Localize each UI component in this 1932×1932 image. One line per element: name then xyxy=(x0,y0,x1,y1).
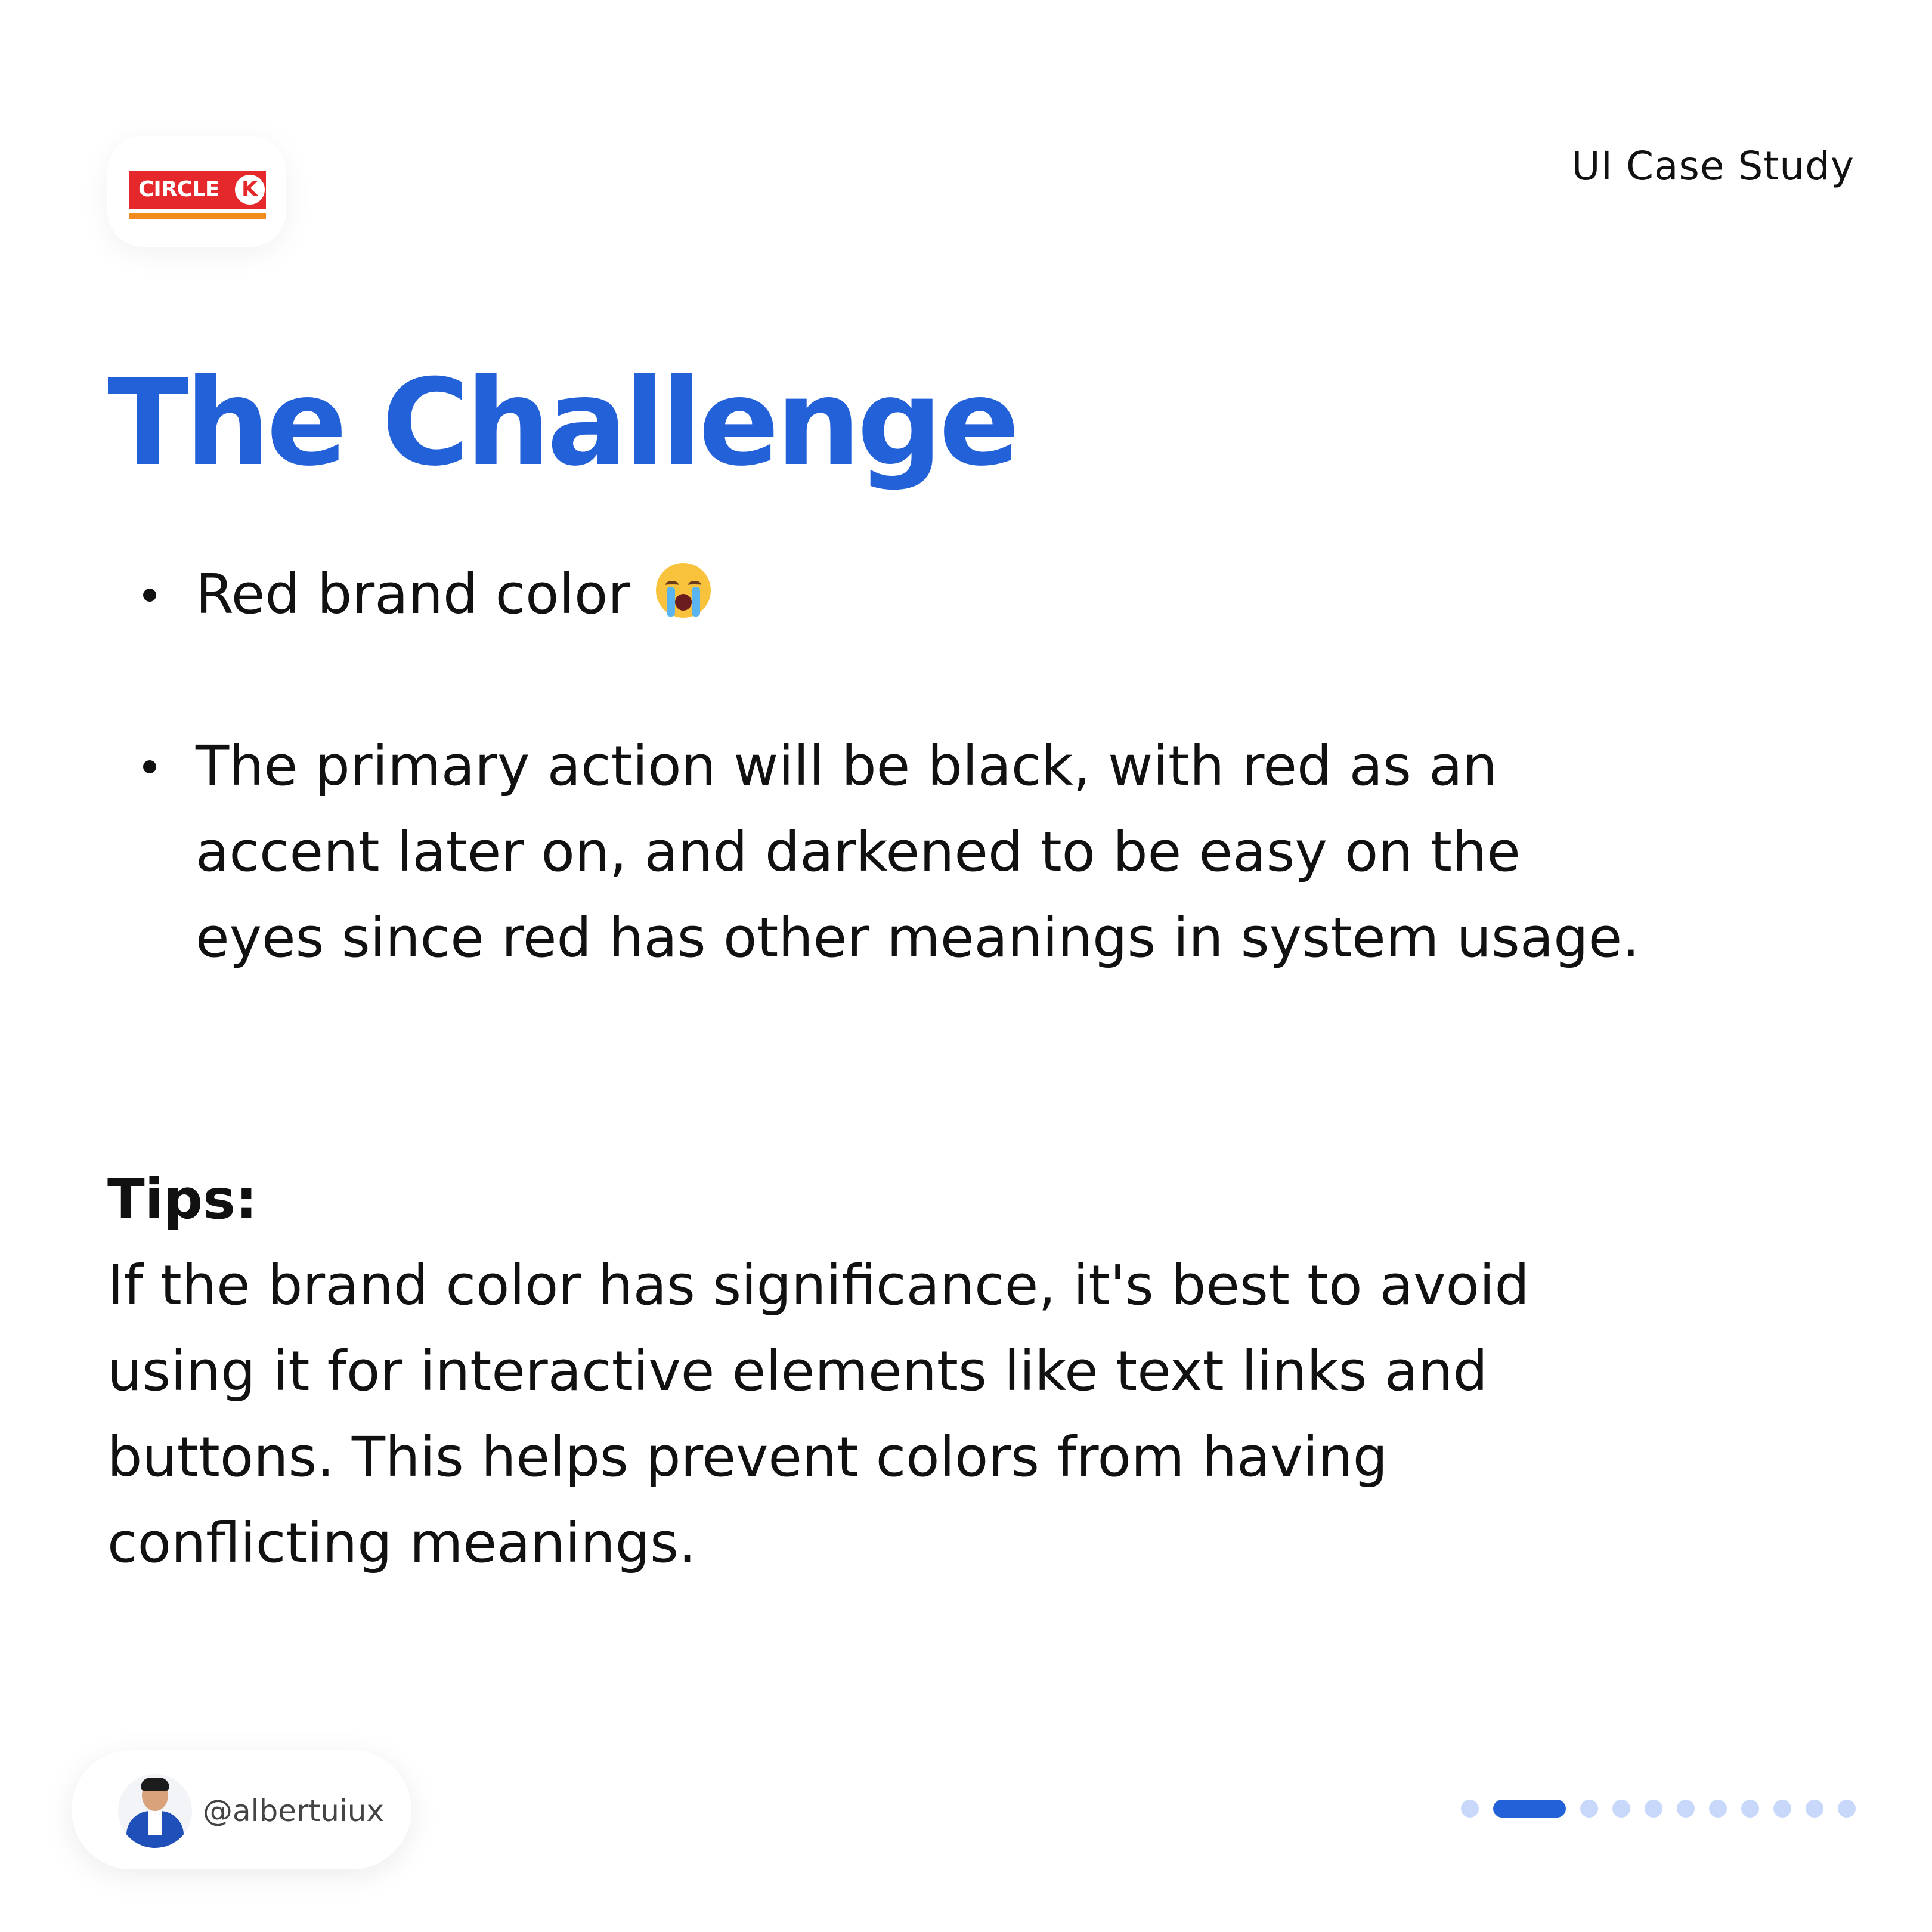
page-title: The Challenge xyxy=(107,354,1017,493)
loudly-crying-face-icon xyxy=(656,563,711,618)
page-dot xyxy=(1612,1800,1630,1818)
logo-text: CIRCLE xyxy=(138,177,219,202)
page-dot xyxy=(1741,1800,1759,1818)
challenge-list xyxy=(136,552,1662,981)
logo-red-band xyxy=(129,171,266,209)
bullet-text: Red brand color xyxy=(196,562,631,626)
page-dot xyxy=(1806,1800,1823,1818)
bullet-icon xyxy=(143,760,156,773)
list-item xyxy=(136,723,1662,981)
logo-orange-stripe xyxy=(129,213,266,219)
list-item xyxy=(136,552,1662,637)
page-dot xyxy=(1677,1800,1695,1818)
header-tag: UI Case Study xyxy=(1571,143,1854,189)
page-dot-active xyxy=(1493,1800,1566,1818)
author-card[interactable] xyxy=(72,1750,411,1869)
page-dot xyxy=(1838,1800,1856,1818)
page-dot xyxy=(1773,1800,1791,1818)
bullet-icon xyxy=(143,589,156,602)
author-handle: @albertuiux xyxy=(203,1794,385,1828)
tips-heading: Tips: xyxy=(107,1168,258,1231)
page-dot xyxy=(1580,1800,1598,1818)
brand-logo-card xyxy=(107,136,286,247)
page-dot xyxy=(1645,1800,1662,1818)
avatar xyxy=(118,1774,192,1848)
bullet-text: The primary action will be black, with red as an accent later on, and darkened to be easy on the eyes since red has other meanings in system usage. xyxy=(196,734,1640,970)
logo-k-circle: K xyxy=(235,175,265,205)
tips-body: If the brand color has significance, it's best to avoid using it for interactive elements like text links and buttons. This helps prevent colors from having conflicting meanings. xyxy=(107,1253,1530,1575)
page-dot xyxy=(1709,1800,1727,1818)
page-dot xyxy=(1461,1800,1479,1818)
